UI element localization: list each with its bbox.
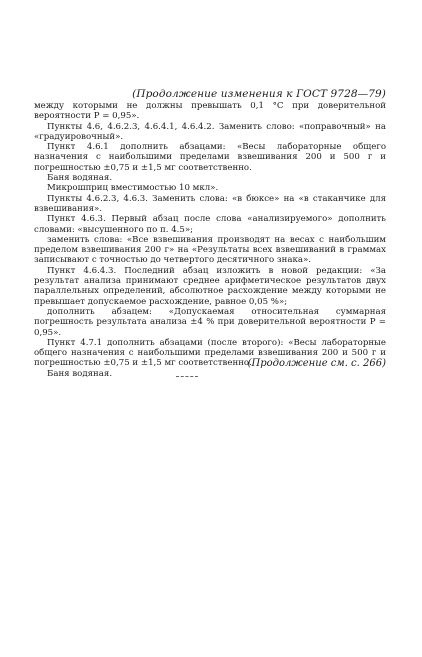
paragraph: между которыми не должны превышать 0,1 °С при доверительной вероятности P = 0,95». — [34, 101, 386, 122]
amendment-text — [34, 101, 386, 379]
paragraph: Баня водяная. — [47, 173, 113, 184]
paragraph: дополнить абзацем: «Допускаемая относительная суммарная погрешность результата анализа ±4 % при доверительной вероятности P = 0,95». — [34, 306, 386, 338]
paragraph: заменить слова: «Все взвешивания производят на весах с наибольшим пределом взвешивания 200 г» на «Результаты всех взвешиваний в граммах записывают с точностью до четвертого десятичного знака». — [34, 234, 386, 266]
paragraph: Пункт 4.7.1 дополнить абзацами (после второго): «Весы лабораторные общего назначения с наибольшими пределами взвешивания 200 и 500 г и погрешностью ±0,75 и ±1,5 мг соответственно. — [34, 337, 386, 369]
continued-footer: (Продолжение см. с. 266) — [247, 358, 386, 369]
paragraph: Микрошприц вместимостью 10 мкл». — [47, 183, 219, 194]
paragraph: Пункты 4.6.2.3, 4.6.3. Заменить слова: «в бюксе» на «в стаканчике для взвешивания». — [34, 193, 386, 214]
paragraph: Пункты 4.6, 4.6.2.3, 4.6.4.1, 4.6.4.2. Заменить слово: «поправочный» на «градуировочный». — [34, 121, 386, 142]
section-divider — [176, 376, 198, 377]
continuation-header: (Продолжение изменения к ГОСТ 9728—79) — [132, 88, 386, 100]
paragraph: Баня водяная. — [47, 368, 113, 379]
paragraph: Пункт 4.6.4.3. Последний абзац изложить в новой редакции: «За результат анализа принимают среднее арифметическое результатов двух параллельных определений, абсолютное расхождение между которыми не превышает допускаемое расхождение, равное 0,05 %»; — [34, 265, 386, 307]
paragraph: Пункт 4.6.3. Первый абзац после слова «анализируемого» дополнить словами: «высушенного по п. 4.5»; — [34, 214, 386, 235]
paragraph: Пункт 4.6.1 дополнить абзацами: «Весы лабораторные общего назначения с наибольшими пределами взвешивания 200 и 500 г и погрешностью ±0,75 и ±1,5 мг соответственно. — [34, 142, 386, 173]
